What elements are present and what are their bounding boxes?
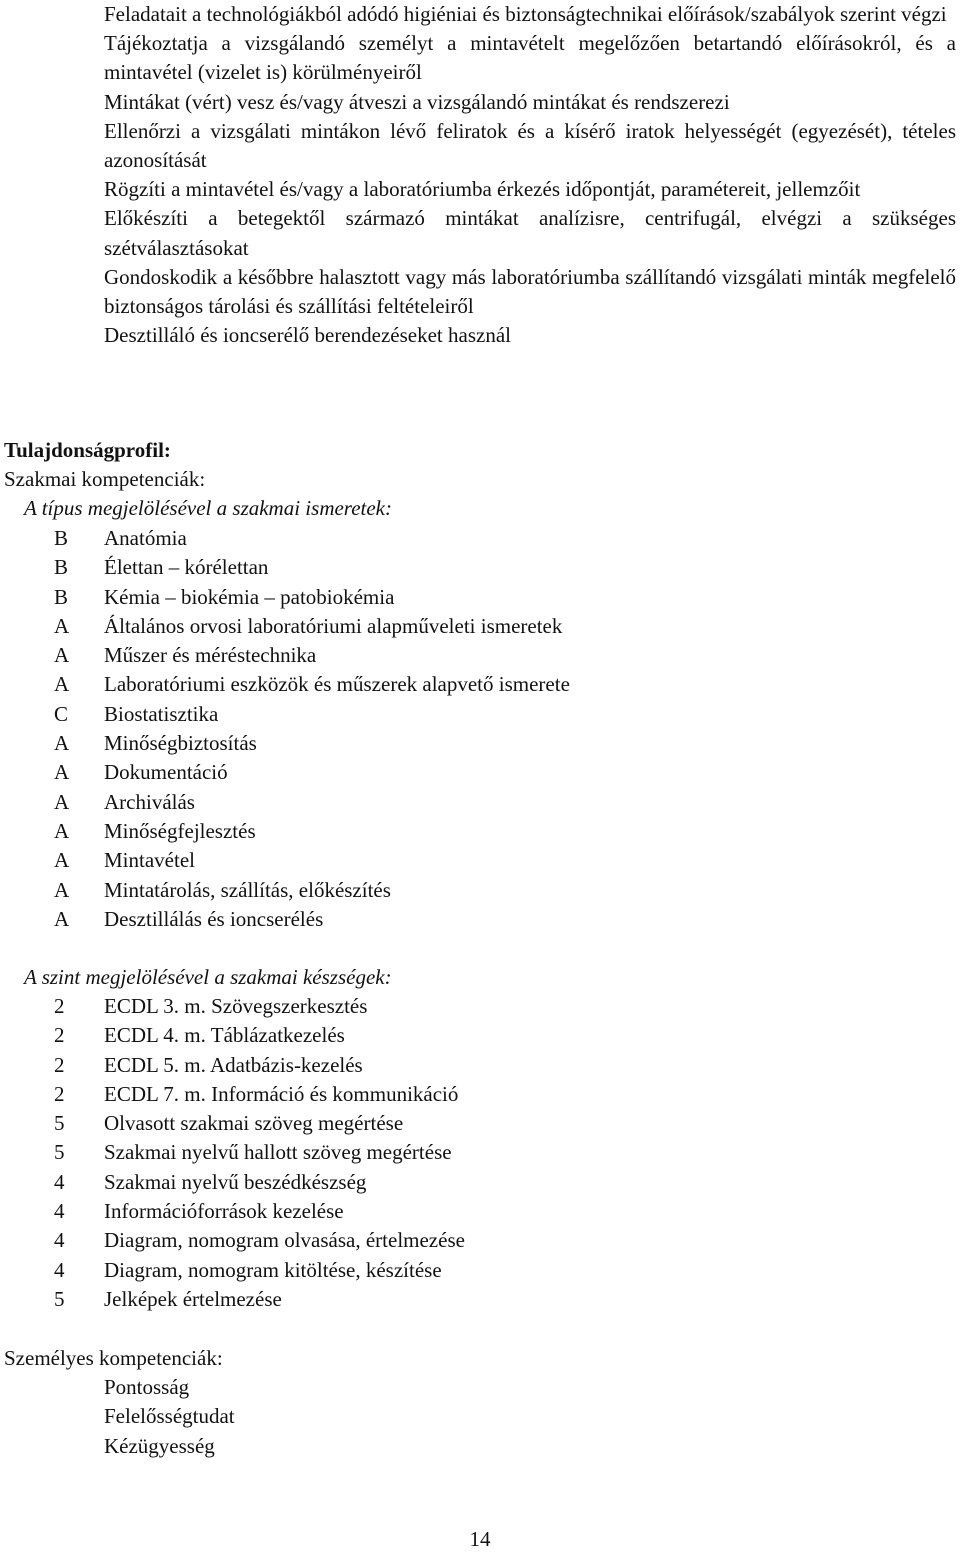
knowledge-type: A	[54, 848, 70, 873]
skill-label: ECDL 7. m. Információ és kommunikáció	[104, 1081, 459, 1106]
knowledge-item	[0, 817, 900, 846]
knowledge-item	[0, 670, 900, 699]
knowledge-type: C	[54, 701, 69, 726]
skill-level: 4	[54, 1199, 65, 1224]
knowledge-label: Archiválás	[104, 789, 195, 814]
knowledge-item	[0, 524, 900, 553]
skill-level: 2	[54, 1023, 65, 1048]
skill-level: 2	[54, 1052, 65, 1077]
knowledge-label: Műszer és méréstechnika	[104, 643, 317, 668]
page-number: 14	[469, 1527, 491, 1551]
skill-item	[0, 1109, 900, 1138]
skill-level: 5	[54, 1111, 65, 1136]
duty-item: Gondoskodik a későbbre halasztott vagy más laboratóriumba szállítandó vizsgálati minták megfelelő biztonságos tárolási és szállítási feltételeiről	[104, 264, 956, 319]
skills-heading: A szint megjelölésével a szakmai készségek:	[24, 965, 392, 989]
knowledge-item	[0, 729, 900, 758]
knowledge-label: Minőségfejlesztés	[104, 818, 256, 843]
skill-label: Diagram, nomogram olvasása, értelmezése	[104, 1228, 465, 1253]
knowledge-type: A	[54, 672, 70, 697]
skill-label: Információforrások kezelése	[104, 1199, 344, 1224]
duties-list	[104, 0, 956, 350]
knowledge-label: Biostatisztika	[104, 701, 219, 726]
knowledge-item	[0, 758, 900, 787]
knowledge-type: B	[54, 526, 69, 550]
skill-label: ECDL 4. m. Táblázatkezelés	[104, 1023, 345, 1048]
knowledge-type: A	[54, 789, 70, 814]
knowledge-type: B	[54, 555, 69, 580]
knowledge-item	[0, 641, 900, 670]
knowledge-type: A	[54, 643, 70, 668]
knowledge-item	[0, 553, 900, 582]
personal-competencies-heading: Személyes kompetenciák:	[4, 1346, 223, 1370]
skill-item	[0, 1256, 900, 1285]
skill-level: 4	[54, 1257, 65, 1282]
skill-level: 4	[54, 1228, 65, 1253]
personal-item: Pontosság	[104, 1375, 190, 1399]
knowledge-label: Anatómia	[104, 526, 187, 550]
knowledge-label: Élettan – kórélettan	[104, 555, 269, 580]
knowledge-label: Dokumentáció	[104, 760, 228, 785]
knowledge-type: A	[54, 613, 70, 638]
knowledge-item	[0, 700, 900, 729]
knowledge-heading: A típus megjelölésével a szakmai ismeretek:	[24, 496, 392, 520]
knowledge-item	[0, 846, 900, 875]
skill-item	[0, 1021, 900, 1050]
knowledge-label: Minőségbiztosítás	[104, 731, 257, 756]
duty-item: Rögzíti a mintavétel és/vagy a laboratóriumba érkezés időpontját, paramétereit, jellemzőit	[104, 177, 861, 202]
knowledge-list	[0, 524, 900, 934]
knowledge-type: A	[54, 818, 70, 843]
professional-competencies-heading: Szakmai kompetenciák:	[4, 467, 206, 491]
knowledge-label: Mintatárolás, szállítás, előkészítés	[104, 877, 391, 902]
skill-item	[0, 1197, 900, 1226]
duty-item: Előkészíti a betegektől származó mintákat analízisre, centrifugál, elvégzi a szükséges szétválasztásokat	[104, 206, 956, 260]
skill-label: Diagram, nomogram kitöltése, készítése	[104, 1257, 442, 1282]
knowledge-type: B	[54, 584, 69, 609]
skill-label: ECDL 5. m. Adatbázis-kezelés	[104, 1052, 363, 1077]
duty-item: Mintákat (vért) vesz és/vagy átveszi a vizsgálandó mintákat és rendszerezi	[104, 89, 730, 114]
knowledge-item	[0, 583, 900, 612]
knowledge-item	[0, 788, 900, 817]
duty-item: Ellenőrzi a vizsgálati mintákon lévő feliratok és a kísérő iratok helyességét (egyezését), tételes azonosítását	[104, 118, 956, 173]
knowledge-type: A	[54, 760, 70, 785]
knowledge-type: A	[54, 877, 70, 902]
skill-label: Szakmai nyelvű hallott szöveg megértése	[104, 1140, 452, 1165]
skill-label: Jelképek értelmezése	[104, 1286, 282, 1311]
knowledge-label: Laboratóriumi eszközök és műszerek alapvető ismerete	[104, 672, 570, 697]
skill-level: 2	[54, 994, 65, 1018]
skill-item	[0, 1080, 900, 1109]
personal-item: Kézügyesség	[104, 1433, 215, 1458]
knowledge-item	[0, 612, 900, 641]
knowledge-label: Mintavétel	[104, 848, 195, 873]
skill-level: 4	[54, 1169, 65, 1194]
skill-level: 2	[54, 1081, 65, 1106]
profile-heading: Tulajdonságprofil:	[4, 438, 171, 462]
skill-item	[0, 1285, 900, 1314]
skill-level: 5	[54, 1286, 65, 1311]
knowledge-label: Desztillálás és ioncserélés	[104, 906, 324, 931]
skill-label: ECDL 3. m. Szövegszerkesztés	[104, 994, 368, 1018]
knowledge-item	[0, 876, 900, 905]
skill-item	[0, 1226, 900, 1255]
personal-item: Felelősségtudat	[104, 1404, 235, 1429]
skill-item	[0, 1168, 900, 1197]
duty-item: Feladatait a technológiákból adódó higiéniai és biztonságtechnikai előírások/szabályok szerint végzi	[104, 2, 947, 26]
knowledge-item	[0, 905, 900, 934]
knowledge-label: Kémia – biokémia – patobiokémia	[104, 584, 395, 609]
skill-label: Szakmai nyelvű beszédkészség	[104, 1169, 367, 1194]
skill-level: 5	[54, 1140, 65, 1165]
duty-item: Tájékoztatja a vizsgálandó személyt a mintavételt megelőzően betartandó előírásokról, és a mintavétel (vizelet is) körülményeiről	[104, 31, 956, 85]
skill-label: Olvasott szakmai szöveg megértése	[104, 1111, 404, 1136]
knowledge-type: A	[54, 906, 70, 931]
duty-item: Desztilláló és ioncserélő berendezéseket használ	[104, 323, 511, 348]
skill-item	[0, 1051, 900, 1080]
personal-list	[104, 1373, 235, 1461]
knowledge-label: Általános orvosi laboratóriumi alapműveleti ismeretek	[104, 613, 563, 638]
skill-item	[0, 1138, 900, 1167]
skill-item	[0, 992, 900, 1021]
skills-list	[0, 992, 900, 1314]
knowledge-type: A	[54, 731, 70, 756]
